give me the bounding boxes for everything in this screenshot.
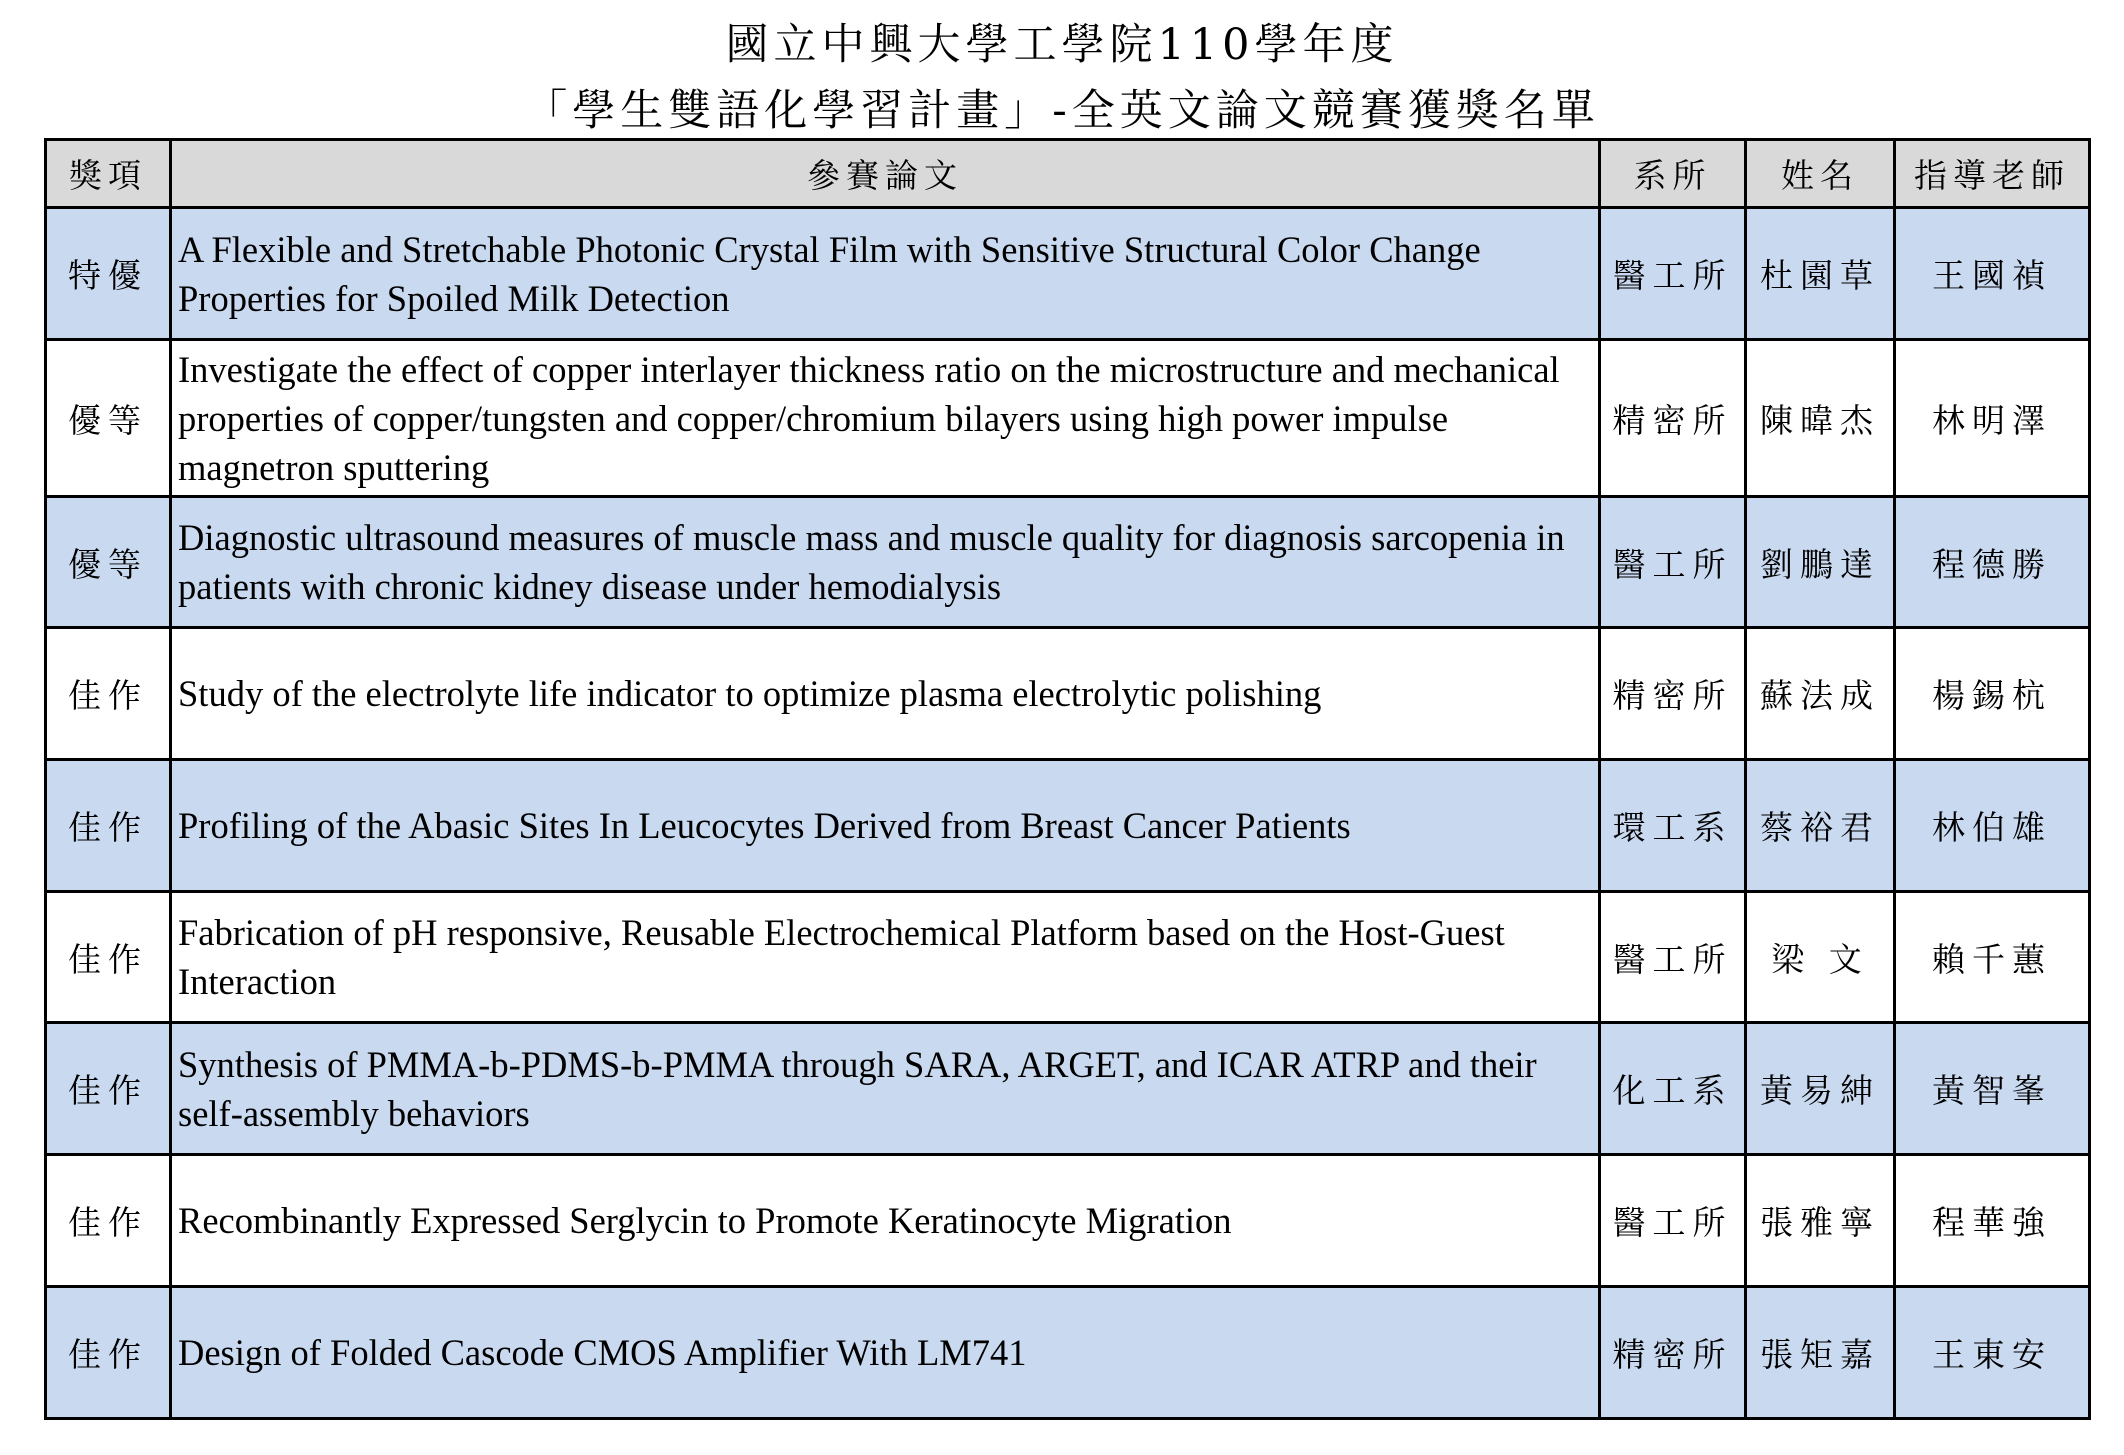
name-cell: 張矩嘉 xyxy=(1746,1287,1895,1419)
paper-cell: Synthesis of PMMA-b-PDMS-b-PMMA through SARA, ARGET, and ICAR ATRP and their self-assembly behaviors xyxy=(171,1023,1600,1155)
name-cell: 杜園草 xyxy=(1746,208,1895,340)
name-cell: 梁 文 xyxy=(1746,892,1895,1023)
name-cell: 劉鵬達 xyxy=(1746,497,1895,628)
table-row xyxy=(46,1155,2090,1287)
award-cell: 佳作 xyxy=(46,760,171,892)
advisor-cell: 林明澤 xyxy=(1895,340,2090,497)
award-cell: 優等 xyxy=(46,340,171,497)
department-cell: 醫工所 xyxy=(1600,1155,1746,1287)
advisor-cell: 黃智峯 xyxy=(1895,1023,2090,1155)
table-row xyxy=(46,892,2090,1023)
advisor-cell: 王國禎 xyxy=(1895,208,2090,340)
department-cell: 醫工所 xyxy=(1600,208,1746,340)
advisor-cell: 王東安 xyxy=(1895,1287,2090,1419)
table-row xyxy=(46,628,2090,760)
advisor-cell: 楊錫杭 xyxy=(1895,628,2090,760)
paper-cell: Design of Folded Cascode CMOS Amplifier With LM741 xyxy=(171,1287,1600,1419)
department-cell: 精密所 xyxy=(1600,340,1746,497)
name-cell: 黃易紳 xyxy=(1746,1023,1895,1155)
department-cell: 醫工所 xyxy=(1600,892,1746,1023)
award-cell: 佳作 xyxy=(46,1023,171,1155)
name-cell: 陳暐杰 xyxy=(1746,340,1895,497)
table-row xyxy=(46,497,2090,628)
advisor-cell: 程華強 xyxy=(1895,1155,2090,1287)
table-row xyxy=(46,340,2090,497)
header-award: 獎項 xyxy=(46,140,171,208)
award-cell: 佳作 xyxy=(46,1287,171,1419)
table-header-row xyxy=(46,140,2090,208)
title-line-2: 「學生雙語化學習計畫」-全英文論文競賽獲獎名單 xyxy=(524,86,1600,136)
paper-cell: Fabrication of pH responsive, Reusable Electrochemical Platform based on the Host-Guest Interaction xyxy=(171,892,1600,1023)
paper-cell: Diagnostic ultrasound measures of muscle mass and muscle quality for diagnosis sarcopenia in patients with chronic kidney disease under hemodialysis xyxy=(171,497,1600,628)
table-row xyxy=(46,1023,2090,1155)
paper-cell: A Flexible and Stretchable Photonic Crystal Film with Sensitive Structural Color Change Properties for Spoiled Milk Detection xyxy=(171,208,1600,340)
paper-cell: Investigate the effect of copper interlayer thickness ratio on the microstructure and mechanical properties of copper/tungsten and copper/chromium bilayers using high power impulse magnetron sputtering xyxy=(171,340,1600,497)
award-cell: 優等 xyxy=(46,497,171,628)
award-cell: 佳作 xyxy=(46,892,171,1023)
name-cell: 張雅寧 xyxy=(1746,1155,1895,1287)
award-cell: 佳作 xyxy=(46,628,171,760)
award-cell: 佳作 xyxy=(46,1155,171,1287)
name-cell: 蔡裕君 xyxy=(1746,760,1895,892)
table-row xyxy=(46,208,2090,340)
table-row xyxy=(46,760,2090,892)
advisor-cell: 賴千蕙 xyxy=(1895,892,2090,1023)
header-paper: 參賽論文 xyxy=(171,140,1600,208)
department-cell: 精密所 xyxy=(1600,628,1746,760)
header-advisor: 指導老師 xyxy=(1895,140,2090,208)
title-line-1: 國立中興大學工學院110學年度 xyxy=(725,20,1399,70)
paper-cell: Recombinantly Expressed Serglycin to Promote Keratinocyte Migration xyxy=(171,1155,1600,1287)
name-cell: 蘇法成 xyxy=(1746,628,1895,760)
header-name: 姓名 xyxy=(1746,140,1895,208)
header-department: 系所 xyxy=(1600,140,1746,208)
department-cell: 環工系 xyxy=(1600,760,1746,892)
table-row xyxy=(46,1287,2090,1419)
advisor-cell: 林伯雄 xyxy=(1895,760,2090,892)
award-cell: 特優 xyxy=(46,208,171,340)
paper-cell: Study of the electrolyte life indicator to optimize plasma electrolytic polishing xyxy=(171,628,1600,760)
department-cell: 精密所 xyxy=(1600,1287,1746,1419)
paper-cell: Profiling of the Abasic Sites In Leucocytes Derived from Breast Cancer Patients xyxy=(171,760,1600,892)
document-title xyxy=(0,12,2124,144)
award-table xyxy=(44,138,2091,1420)
department-cell: 化工系 xyxy=(1600,1023,1746,1155)
department-cell: 醫工所 xyxy=(1600,497,1746,628)
advisor-cell: 程德勝 xyxy=(1895,497,2090,628)
